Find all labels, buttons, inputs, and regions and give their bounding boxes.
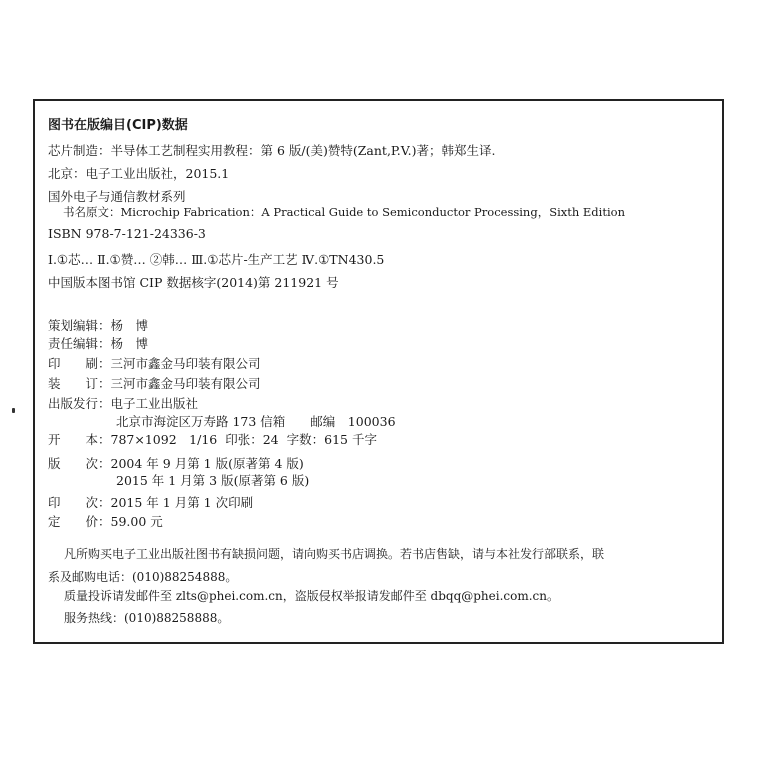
binding-label: 装 订： [48,376,111,391]
planning-editor-row [48,318,148,334]
notice-line-3: 质量投诉请发邮件至 zlts@phei.com.cn，盗版侵权举报请发邮件至 dbqq@phei.com.cn。 [64,589,560,603]
price-label: 定 价： [48,514,111,529]
cip-heading: 图书在版编目(CIP)数据 [48,118,188,133]
distribution-label: 出版发行： [48,396,111,411]
edition-first: 2004 年 9 月第 1 版(原著第 4 版) [110,456,304,471]
cip-publisher-line: 北京：电子工业出版社，2015.1 [48,166,230,181]
address-line: 北京市海淀区万寿路 173 信箱 邮编 100036 [116,414,396,429]
printing-label: 印 刷： [48,356,111,371]
notice-line-4: 服务热线：(010)88258888。 [64,611,230,625]
responsible-editor-label: 责任编辑： [48,336,111,351]
responsible-editor-value: 杨 博 [110,336,149,351]
print-run-value: 2015 年 1 月第 1 次印刷 [110,495,254,510]
print-run-label: 印 次： [48,495,111,510]
printing-row [48,356,261,372]
edition-row [48,456,304,472]
format-row [48,432,377,448]
format-label: 开 本： [48,432,111,447]
scan-speck [12,408,15,413]
responsible-editor-row [48,336,148,352]
distribution-row [48,396,198,412]
print-run-row [48,495,253,511]
price-row [48,514,163,530]
format-sheets: 印张：24 [225,432,279,447]
cip-series-line: 国外电子与通信教材系列 [48,189,186,204]
binding-row [48,376,261,392]
notice-line-2: 系及邮购电话：(010)88254888。 [48,570,238,584]
price-value: 59.00 元 [110,514,163,529]
format-size: 787×1092 1/16 [110,432,218,447]
binding-value: 三河市鑫金马印装有限公司 [110,376,261,391]
cip-library-line: 中国版本图书馆 CIP 数据核字(2014)第 211921 号 [48,275,339,290]
printing-value: 三河市鑫金马印装有限公司 [110,356,261,371]
distribution-value: 电子工业出版社 [110,396,199,411]
cip-title-line: 芯片制造：半导体工艺制程实用教程：第 6 版/(美)赞特(Zant,P.V.)著；韩郑生译. [48,143,496,158]
cip-classification-line: Ⅰ.①芯… Ⅱ.①赞… ②韩… Ⅲ.①芯片-生产工艺 Ⅳ.①TN430.5 [48,252,385,267]
planning-editor-value: 杨 博 [110,318,149,333]
notice-line-1: 凡所购买电子工业出版社图书有缺损问题，请向购买书店调换。若书店售缺，请与本社发行部联系，联 [64,547,605,561]
format-words: 字数：615 千字 [286,432,377,447]
edition-current: 2015 年 1 月第 3 版(原著第 6 版) [116,473,310,488]
cip-isbn-line: ISBN 978-7-121-24336-3 [48,226,206,241]
cip-original-title-line: 书名原文：Microchip Fabrication：A Practical Guide to Semiconductor Processing，Sixth Edition [63,205,625,219]
planning-editor-label: 策划编辑： [48,318,111,333]
edition-label: 版 次： [48,456,111,471]
